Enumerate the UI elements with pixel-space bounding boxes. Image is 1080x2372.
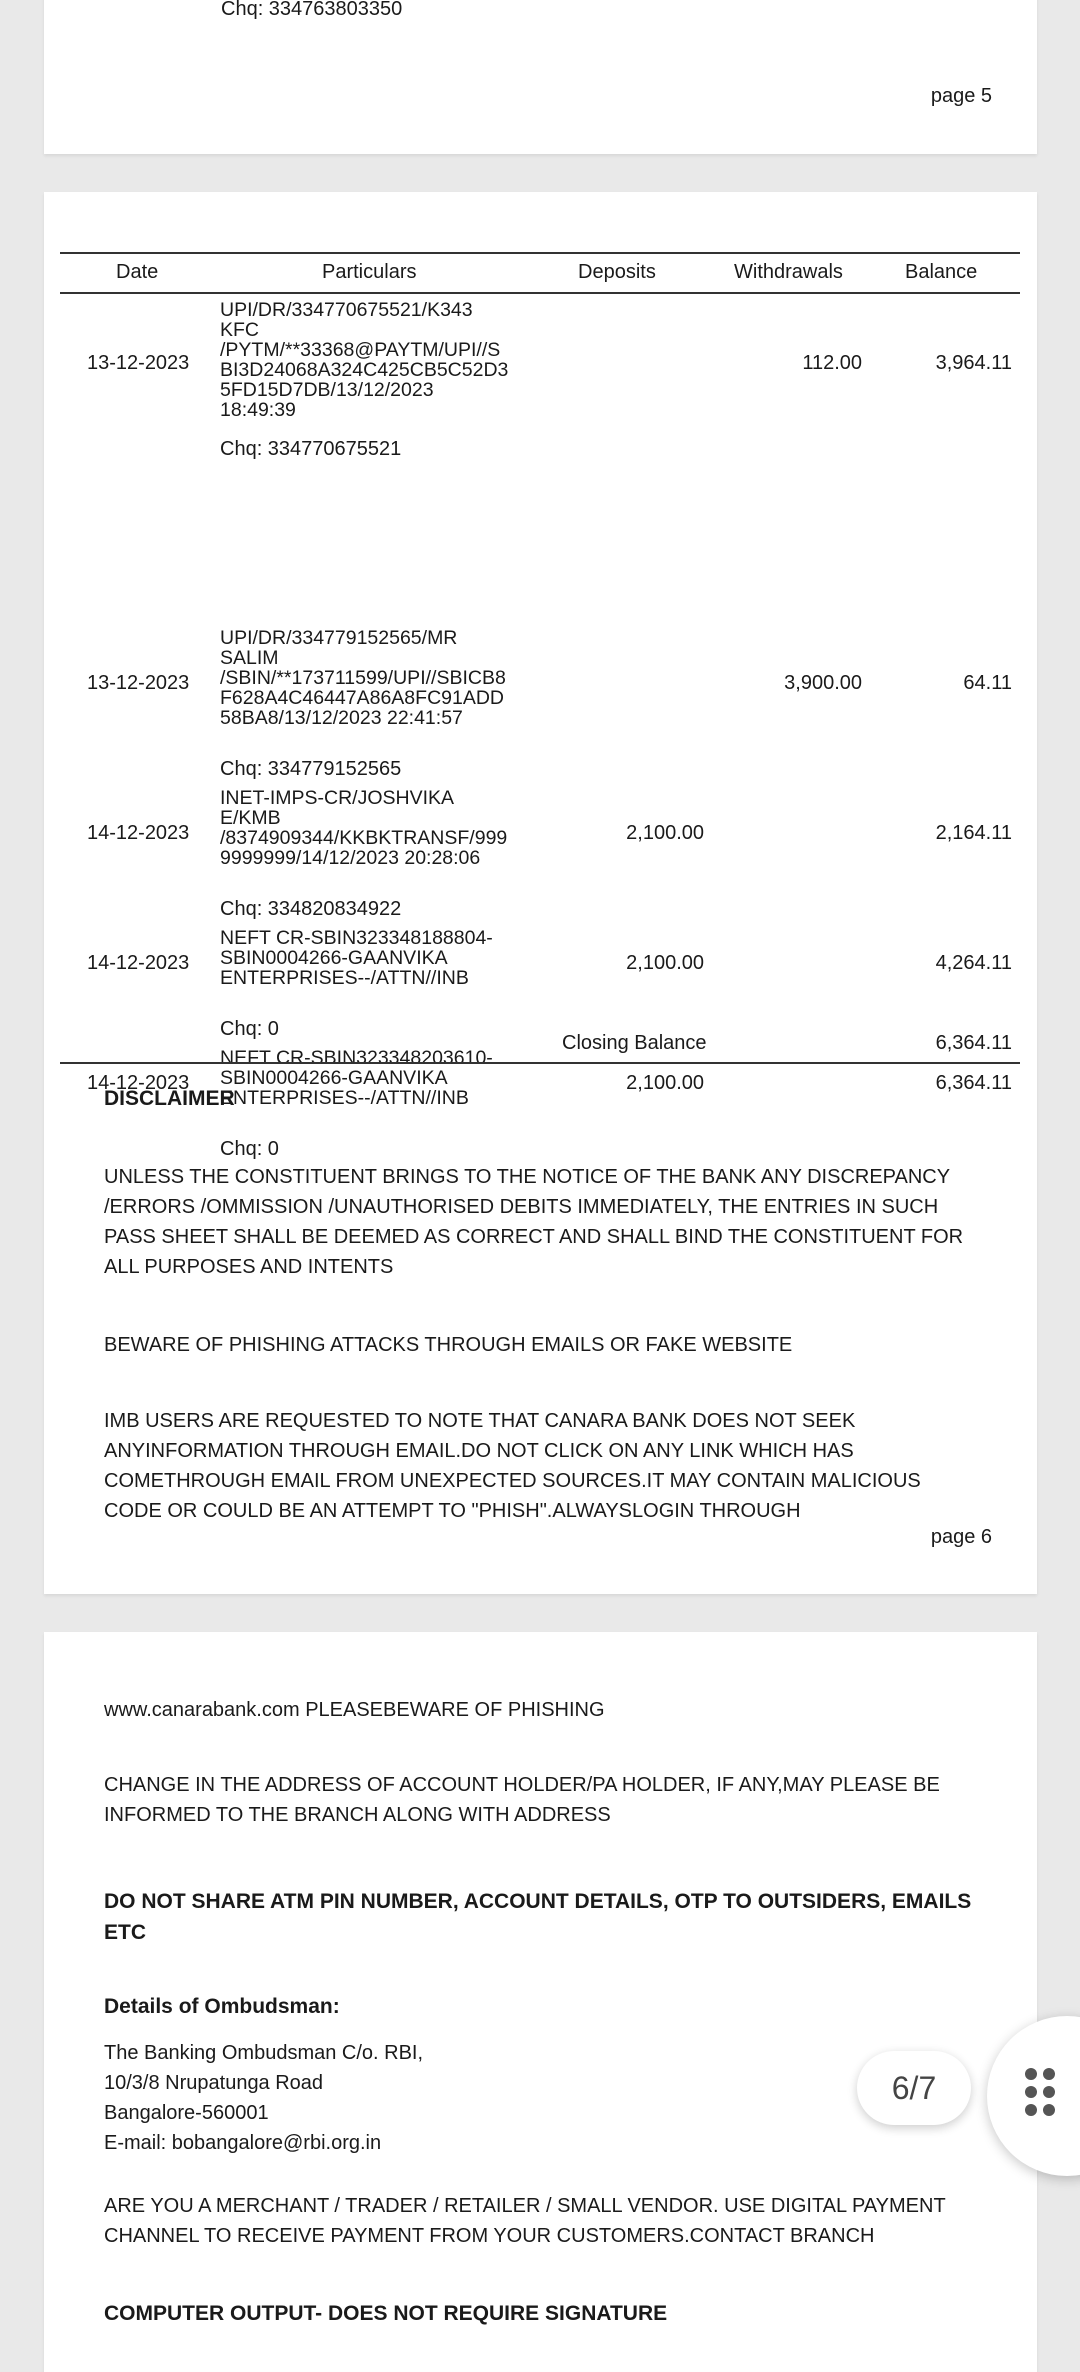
particulars-line: UPI/DR/334770675521/K343	[220, 299, 473, 321]
deposit-cell: 2,100.00	[626, 822, 704, 844]
particulars-line: 18:49:39	[220, 399, 296, 421]
table-header	[60, 252, 1020, 294]
particulars-line: F628A4C46447A86A8FC91ADD	[220, 687, 505, 709]
closing-balance-row	[60, 1028, 1020, 1064]
do-not-share-notice: DO NOT SHARE ATM PIN NUMBER, ACCOUNT DETAILS, OTP TO OUTSIDERS, EMAILS ETC	[104, 1890, 972, 1944]
particulars-line: NEFT CR-SBIN323348188804-	[220, 927, 493, 949]
cheque-number: Chq: 0	[220, 1018, 279, 1040]
particulars-line: 5FD15D7DB/13/12/2023	[220, 379, 434, 401]
closing-balance-label: Closing Balance	[562, 1032, 707, 1054]
balance-cell: 2,164.11	[935, 822, 1012, 844]
address-change-notice: CHANGE IN THE ADDRESS OF ACCOUNT HOLDER/PA HOLDER, IF ANY,MAY PLEASE BE INFORMED TO THE BRANCH ALONG WITH ADDRESS	[104, 1774, 940, 1826]
imb-users-notice: IMB USERS ARE REQUESTED TO NOTE THAT CANARA BANK DOES NOT SEEK ANYINFORMATION THROUGH EMAIL.DO NOT CLICK ON ANY LINK WHICH HAS COMETHROUGH EMAIL FROM UNEXPECTED SOURCES.IT MAY CONTAIN MALICIOUS CODE OR COULD BE AN ATTEMPT TO "PHISH".ALWAYSLOGIN THROUGH	[104, 1410, 921, 1522]
particulars-line: 58BA8/13/12/2023 22:41:57	[220, 707, 463, 729]
particulars-line: SALIM	[220, 647, 279, 669]
particulars-line: /8374909344/KKBKTRANSF/999	[220, 827, 508, 849]
merchant-notice: ARE YOU A MERCHANT / TRADER / RETAILER / SMALL VENDOR. USE DIGITAL PAYMENT CHANNEL TO RECEIVE PAYMENT FROM YOUR CUSTOMERS.CONTACT BRANCH	[104, 2195, 946, 2247]
statement-page-7	[44, 1632, 1037, 2372]
header-withdrawals: Withdrawals	[734, 261, 843, 283]
header-deposits: Deposits	[578, 261, 656, 283]
cheque-number: Chq: 0	[220, 1138, 279, 1160]
date-cell: 14-12-2023	[87, 1072, 190, 1094]
disclaimer-title: DISCLAIMER	[104, 1087, 235, 1110]
statement-page-5	[44, 0, 1037, 154]
ombudsman-line: The Banking Ombudsman C/o. RBI,	[104, 2042, 424, 2064]
header-date: Date	[116, 261, 159, 283]
particulars-line: ENTERPRISES--/ATTN//INB	[220, 1087, 469, 1109]
balance-cell: 64.11	[963, 672, 1012, 694]
ombudsman-address	[104, 2038, 984, 2158]
date-cell: 13-12-2023	[87, 352, 190, 374]
particulars-line: /PYTM/**33368@PAYTM/UPI//S	[220, 339, 501, 361]
withdrawal-cell: 3,900.00	[784, 672, 862, 694]
ombudsman-line: Bangalore-560001	[104, 2102, 269, 2124]
date-cell: 14-12-2023	[87, 952, 190, 974]
header-particulars: Particulars	[322, 261, 417, 283]
ombudsman-title: Details of Ombudsman:	[104, 1995, 340, 2018]
page-number: page 6	[930, 1526, 992, 1548]
phishing-warning: BEWARE OF PHISHING ATTACKS THROUGH EMAILS OR FAKE WEBSITE	[104, 1334, 793, 1356]
ombudsman-email: E-mail: bobangalore@rbi.org.in	[104, 2132, 382, 2154]
statement-page-6	[44, 192, 1037, 1594]
particulars-line: 9999999/14/12/2023 20:28:06	[220, 847, 481, 869]
particulars	[220, 300, 530, 420]
balance-cell: 4,264.11	[935, 952, 1012, 974]
cheque-number: Chq: 334779152565	[220, 758, 402, 780]
deposit-cell: 2,100.00	[626, 1072, 704, 1094]
particulars-line: KFC	[220, 319, 259, 341]
table-row	[60, 300, 1020, 460]
disclaimer-paragraph: UNLESS THE CONSTITUENT BRINGS TO THE NOTICE OF THE BANK ANY DISCREPANCY /ERRORS /OMMISSION /UNAUTHORISED DEBITS IMMEDIATELY, THE ENTRIES IN SUCH PASS SHEET SHALL BE DEEMED AS CORRECT AND SHALL BIND THE CONSTITUENT FOR ALL PURPOSES AND INTENTS	[104, 1166, 964, 1278]
ombudsman-line: 10/3/8 Nrupatunga Road	[104, 2072, 324, 2094]
particulars-line: BI3D24068A324C425CB5C52D3	[220, 359, 509, 381]
particulars-line: INET-IMPS-CR/JOSHVIKA	[220, 787, 455, 809]
date-cell: 14-12-2023	[87, 822, 190, 844]
particulars-line: UPI/DR/334779152565/MR	[220, 627, 458, 649]
deposit-cell: 2,100.00	[626, 952, 704, 974]
cheque-number: Chq: 334820834922	[220, 898, 402, 920]
particulars	[220, 788, 530, 868]
particulars-line: SBIN0004266-GAANVIKA	[220, 947, 448, 969]
particulars-line: /SBIN/**173711599/UPI//SBICB8	[220, 667, 506, 689]
particulars-line: NEFT CR-SBIN323348203610-	[220, 1047, 493, 1069]
page-number: page 5	[930, 85, 992, 107]
balance-cell: 6,364.11	[935, 1072, 1012, 1094]
particulars	[220, 928, 530, 988]
particulars-line: ENTERPRISES--/ATTN//INB	[220, 967, 469, 989]
computer-output-notice: COMPUTER OUTPUT- DOES NOT REQUIRE SIGNATURE	[104, 2302, 668, 2325]
particulars	[220, 628, 530, 728]
particulars-line: SBIN0004266-GAANVIKA	[220, 1067, 448, 1089]
cheque-number: Chq: 334770675521	[220, 438, 402, 460]
particulars-line: E/KMB	[220, 807, 281, 829]
withdrawal-cell: 112.00	[802, 352, 862, 374]
cheque-number: Chq: 334763803350	[221, 0, 403, 20]
closing-balance-value: 6,364.11	[935, 1032, 1012, 1054]
balance-cell: 3,964.11	[935, 352, 1012, 374]
date-cell: 13-12-2023	[87, 672, 190, 694]
page-counter[interactable]: 6/7	[857, 2051, 971, 2125]
header-balance: Balance	[905, 261, 978, 283]
website-line: www.canarabank.com PLEASEBEWARE OF PHISHING	[104, 1699, 605, 1721]
